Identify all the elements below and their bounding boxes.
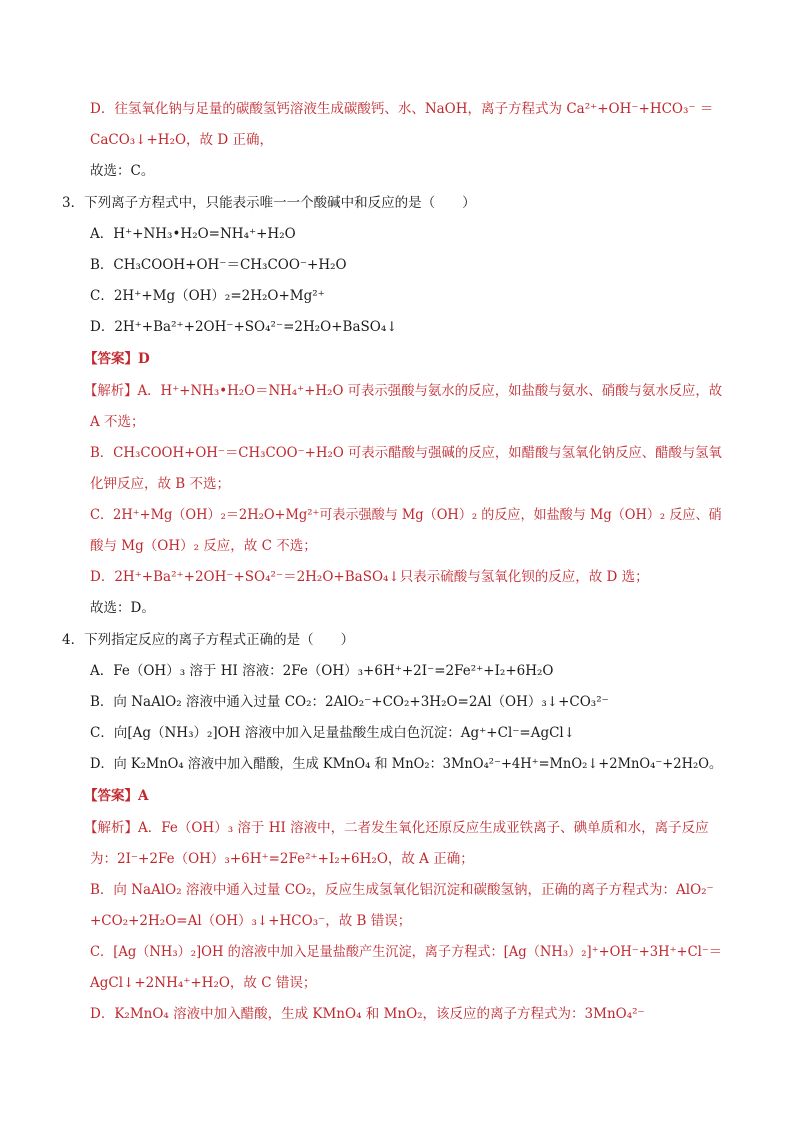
question-3-analysis-line-6: 酸与 Mg（OH）₂ 反应，故 C 不选； <box>90 538 317 554</box>
question-3-analysis-line-4: 化钾反应，故 B 不选； <box>90 476 231 492</box>
question-3-option-b: B．CH₃COOH+OH⁻＝CH₃COO⁻+H₂O <box>90 257 347 273</box>
question-3-analysis-line-2: A 不选； <box>90 414 145 430</box>
question-4-analysis-line-7: D．K₂MnO₄ 溶液中加入醋酸，生成 KMnO₄ 和 MnO₂，该反应的离子方程式为：3MnO₄²⁻ <box>90 1006 645 1022</box>
question-3-option-c: C．2H⁺+Mg（OH）₂=2H₂O+Mg²⁺ <box>90 288 325 304</box>
question-4-analysis-line-1: 【解析】A．Fe（OH）₃ 溶于 HI 溶液中，二者发生氧化还原反应生成亚铁离子、碘单质和水，离子反应 <box>84 820 709 836</box>
question-3-analysis-line-7: D．2H⁺+Ba²⁺+2OH⁻+SO₄²⁻＝2H₂O+BaSO₄↓只表示硫酸与氢氧化钡的反应，故 D 选； <box>90 569 649 585</box>
question-3-title: 3．下列离子方程式中，只能表示唯一一个酸碱中和反应的是（ ） <box>62 195 476 211</box>
question-3-analysis-line-5: C．2H⁺+Mg（OH）₂＝2H₂O+Mg²⁺可表示强酸与 Mg（OH）₂ 的反应，如盐酸与 Mg（OH）₂ 反应、硝 <box>90 507 722 523</box>
question-4-option-b: B．向 NaAlO₂ 溶液中通入过量 CO₂：2AlO₂⁻+CO₂+3H₂O=2Al（OH）₃↓+CO₃²⁻ <box>90 694 609 710</box>
answer-choice-line: 故选：C。 <box>90 163 155 179</box>
question-4-answer: 【答案】A <box>84 788 149 804</box>
question-4-option-c: C．向[Ag（NH₃）₂]OH 溶液中加入足量盐酸生成白色沉淀：Ag⁺+Cl⁻=AgCl↓ <box>90 725 576 741</box>
question-4-option-d: D．向 K₂MnO₄ 溶液中加入醋酸，生成 KMnO₄ 和 MnO₂：3MnO₄²⁻+4H⁺=MnO₂↓+2MnO₄⁻+2H₂O。 <box>90 756 723 772</box>
question-4-option-a: A．Fe（OH）₃ 溶于 HI 溶液：2Fe（OH）₃+6H⁺+2I⁻=2Fe²⁺+I₂+6H₂O <box>90 663 554 679</box>
question-4-analysis-line-3: B．向 NaAlO₂ 溶液中通入过量 CO₂，反应生成氢氧化铝沉淀和碳酸氢钠，正确的离子方程式为：AlO₂⁻ <box>90 882 714 898</box>
question-3-analysis-line-1: 【解析】A．H⁺+NH₃•H₂O＝NH₄⁺+H₂O 可表示强酸与氨水的反应，如盐酸与氨水、硝酸与氨水反应，故 <box>84 383 723 399</box>
question-3-answer: 【答案】D <box>84 351 150 367</box>
question-3-analysis-line-3: B．CH₃COOH+OH⁻＝CH₃COO⁻+H₂O 可表示醋酸与强碱的反应，如醋酸与氢氧化钠反应、醋酸与氢氧 <box>90 445 722 461</box>
question-3-final-choice: 故选：D。 <box>90 600 155 616</box>
option-d-explanation-line-1: D．往氢氧化钠与足量的碳酸氢钙溶液生成碳酸钙、水、NaOH，离子方程式为 Ca²⁺+OH⁻+HCO₃⁻ ＝ <box>90 101 714 117</box>
question-3-option-a: A．H⁺+NH₃•H₂O=NH₄⁺+H₂O <box>90 226 296 242</box>
question-4-analysis-line-5: C．[Ag（NH₃）₂]OH 的溶液中加入足量盐酸产生沉淀，离子方程式：[Ag（NH₃）₂]⁺+OH⁻+3H⁺+Cl⁻＝ <box>90 944 722 960</box>
question-4-analysis-line-6: AgCl↓+2NH₄⁺+H₂O，故 C 错误； <box>90 975 317 991</box>
question-4-analysis-line-4: +CO₂+2H₂O=Al（OH）₃↓+HCO₃⁻，故 B 错误； <box>90 913 412 929</box>
question-4-title: 4．下列指定反应的离子方程式正确的是（ ） <box>62 632 355 648</box>
option-d-explanation-line-2: CaCO₃↓+H₂O，故 D 正确， <box>90 132 273 148</box>
question-4-analysis-line-2: 为：2I⁻+2Fe（OH）₃+6H⁺=2Fe²⁺+I₂+6H₂O，故 A 正确； <box>90 851 474 867</box>
question-3-option-d: D．2H⁺+Ba²⁺+2OH⁻+SO₄²⁻=2H₂O+BaSO₄↓ <box>90 319 398 335</box>
